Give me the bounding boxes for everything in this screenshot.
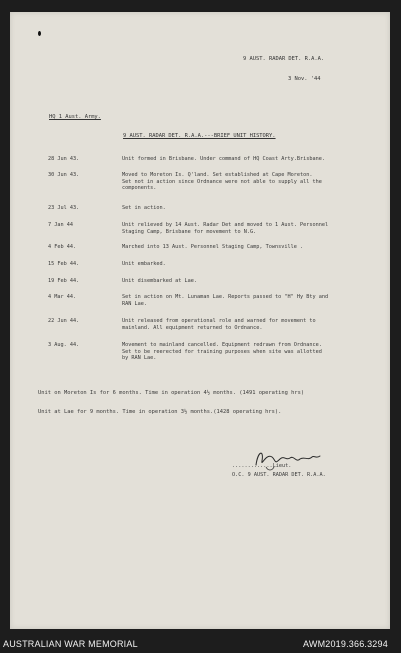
entry-text: Unit relieved by 14 Aust. Radar Det and moved to 1 Aust. Personnel Staging Camp, Brisbane for movement to N.G. — [122, 222, 329, 235]
footer-credit: AUSTRALIAN WAR MEMORIAL — [3, 639, 138, 649]
entry-text: Set in action on Mt. Lunaman Lae. Reports passed to "H" Hy Bty and RAN Lae. — [122, 294, 329, 307]
ink-mark — [38, 31, 41, 36]
signature-title: O.C. 9 AUST. RADAR DET. R.A.A. — [232, 472, 326, 478]
document-date: 3 Nov. '44 — [288, 76, 321, 82]
entry-text: Unit formed in Brisbane. Under command of HQ Coast Arty.Brisbane. — [122, 156, 326, 162]
entry-date: 23 Jul 43. — [48, 205, 80, 211]
entry-date: 28 Jun 43. — [48, 156, 80, 162]
entry-date: 3 Aug. 44. — [48, 342, 80, 348]
entry-date: 22 Jun 44. — [48, 318, 80, 324]
document-page — [10, 12, 390, 629]
entry-date: 4 Feb 44. — [48, 244, 77, 250]
signature-line: .............Lieut. — [232, 463, 292, 469]
entry-text: Unit embarked. — [122, 261, 166, 267]
summary-lae: Unit at Lae for 9 months. Time in operation 3½ months.(1428 operating hrs). — [38, 409, 282, 415]
entry-text: Movement to mainland cancelled. Equipment redrawn from Ordnance. Set to be reerected for training purposes when site was allotted by RAN Lae. — [122, 342, 322, 362]
entry-date: 15 Feb 44. — [48, 261, 80, 267]
entry-date: 7 Jan 44 — [48, 222, 73, 228]
document-title: 9 AUST. RADAR DET. R.A.A.---BRIEF UNIT HISTORY. — [123, 133, 276, 139]
entry-date: 4 Mar 44. — [48, 294, 77, 300]
addressee: HQ 1 Aust. Army. — [49, 114, 101, 120]
entry-text: Marched into 13 Aust. Personnel Staging Camp, Townsville . — [122, 244, 304, 250]
entry-text: Moved to Moreton Is. Q'land. Set established at Cape Moreton. Set not in action since Ordnance were not able to supply all the components. — [122, 172, 322, 192]
entry-text: Unit released from operational role and warned for movement to mainland. All equipment returned to Ordnance. — [122, 318, 316, 331]
unit-heading: 9 AUST. RADAR DET. R.A.A. — [243, 56, 325, 62]
entry-text: Set in action. — [122, 205, 166, 211]
signature-rank: Lieut. — [272, 463, 292, 469]
entry-text: Unit disembarked at Lae. — [122, 278, 197, 284]
entry-date: 19 Feb 44. — [48, 278, 80, 284]
footer-accession-number: AWM2019.366.3294 — [303, 639, 388, 649]
handwritten-signature — [250, 447, 330, 473]
summary-moreton: Unit on Moreton Is for 6 months. Time in operation 4½ months. (1491 operating hrs) — [38, 390, 305, 396]
entry-date: 30 Jun 43. — [48, 172, 80, 178]
